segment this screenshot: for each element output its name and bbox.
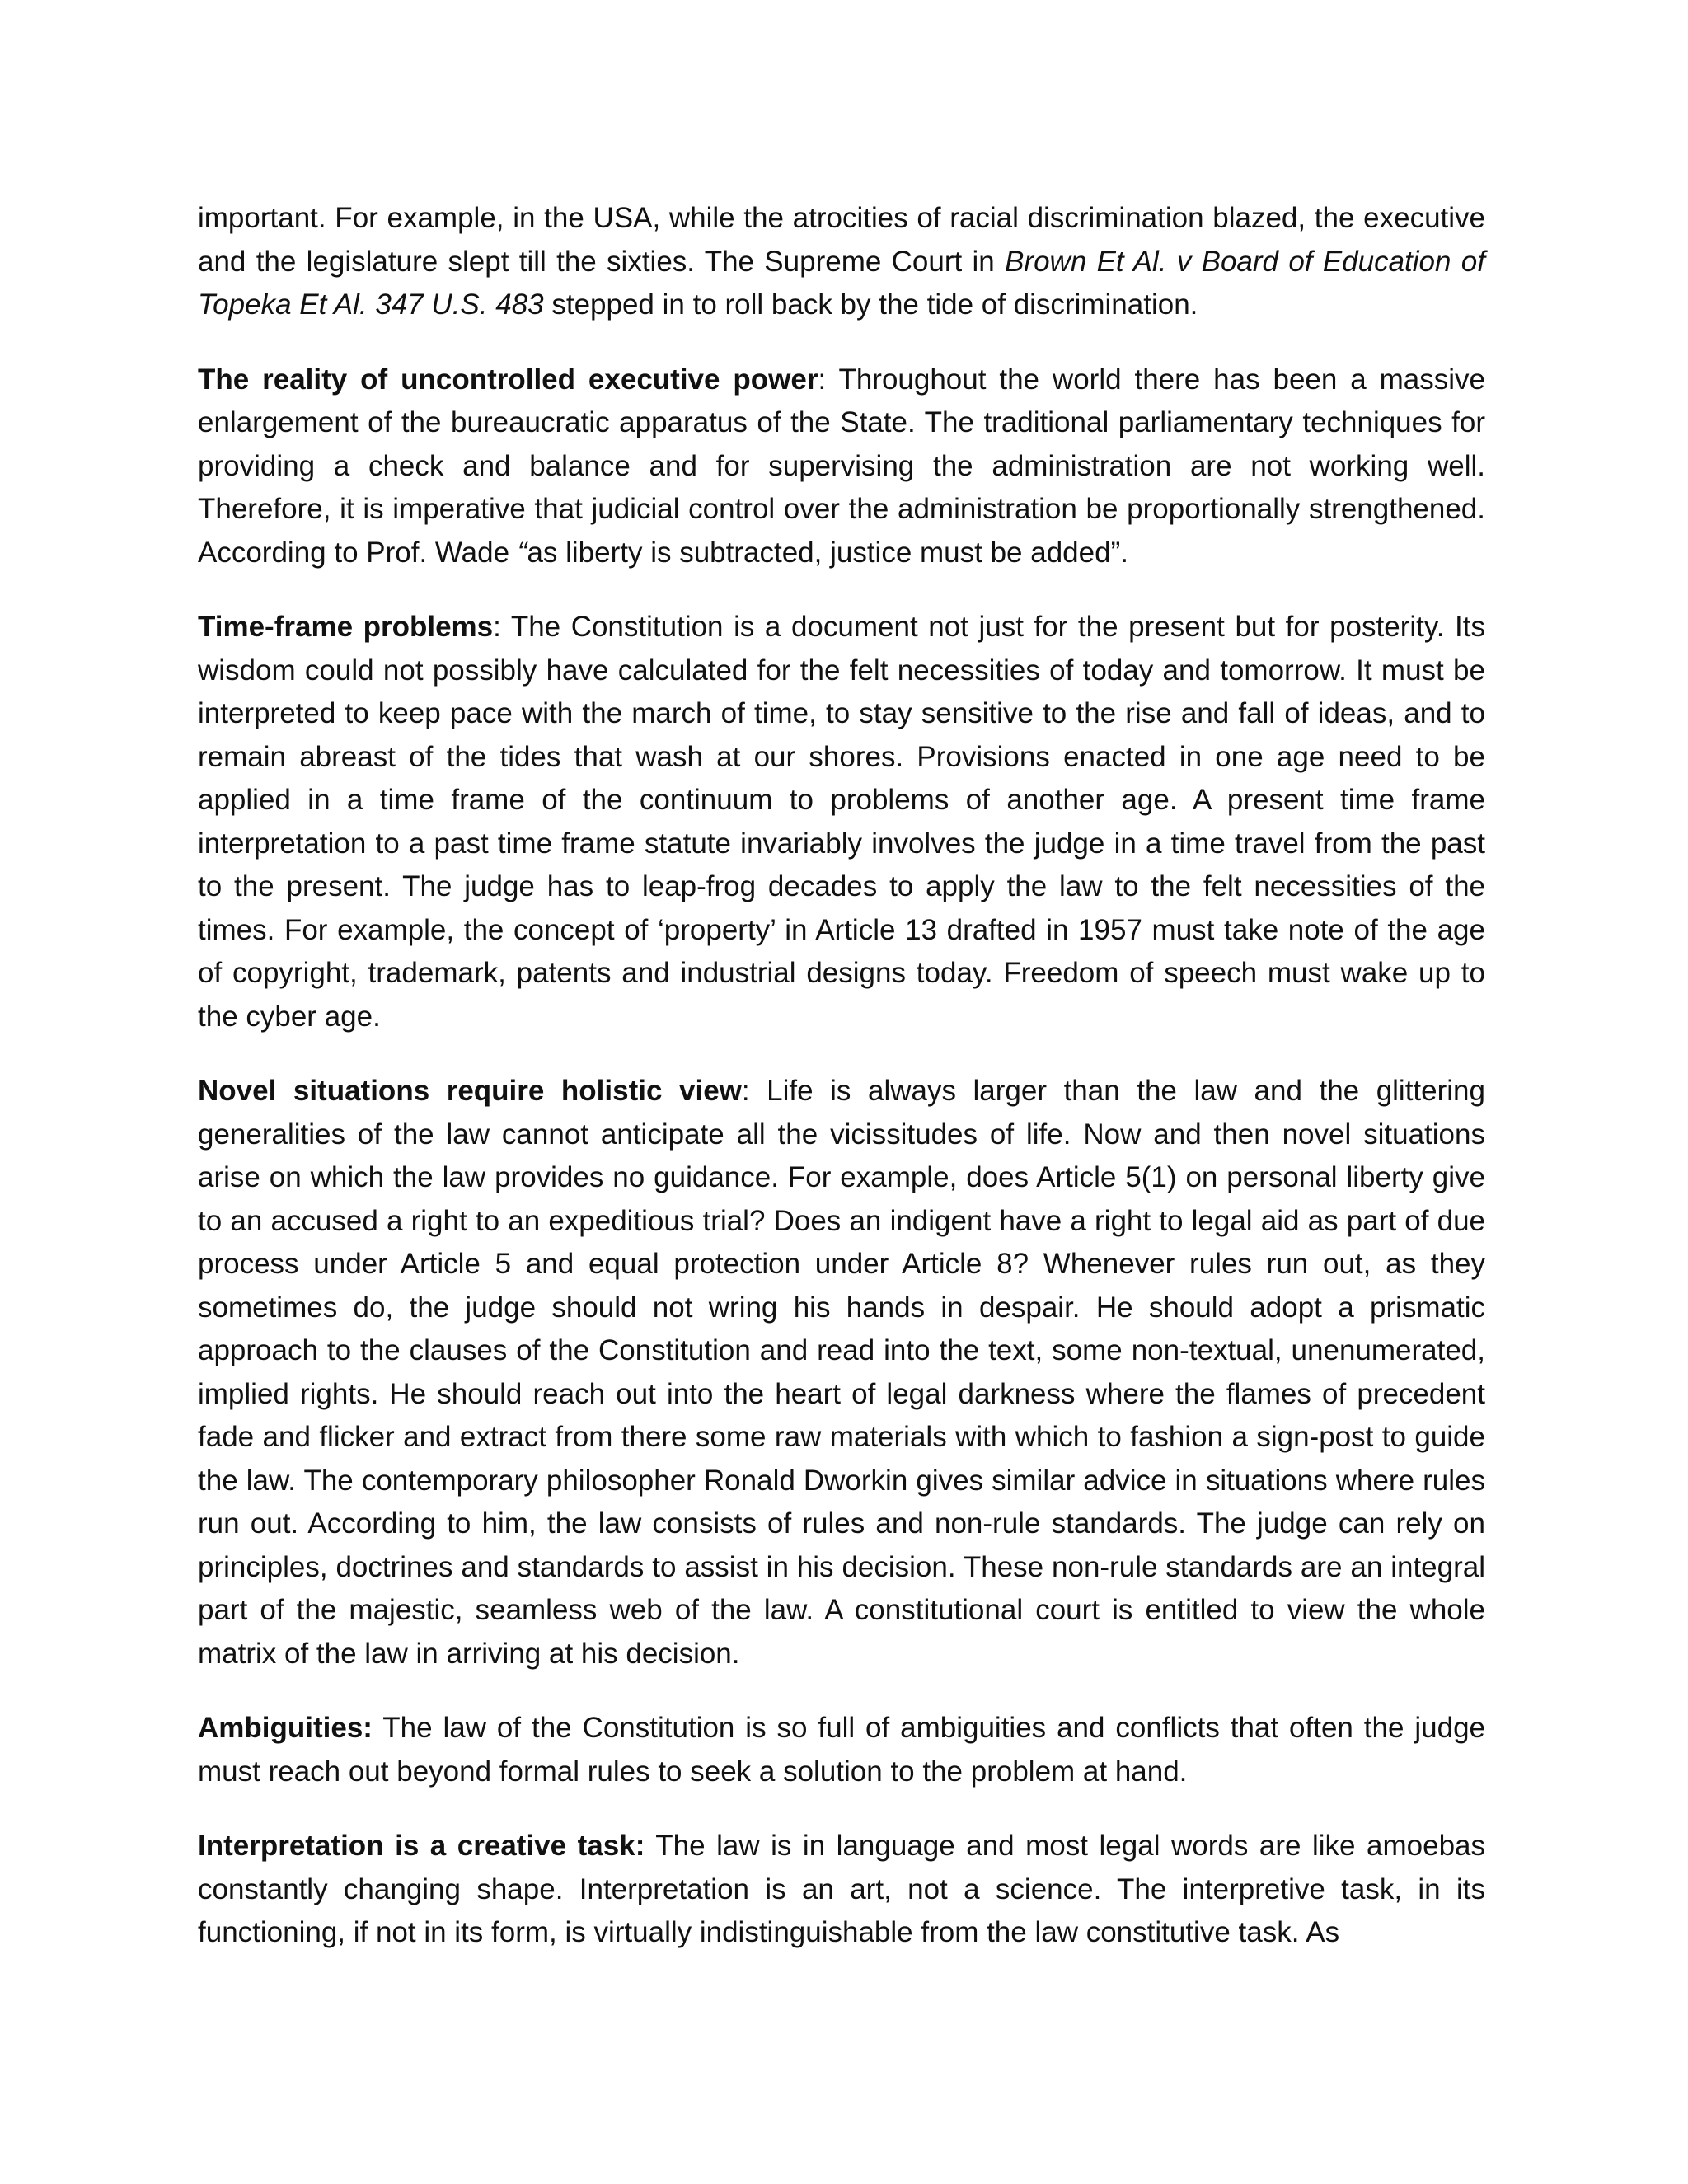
case-citation: Brown Et Al. v Board of Education of Topeka Et Al. 347 U.S. 483: [198, 245, 1485, 321]
paragraph-ambiguities: [198, 1707, 1485, 1793]
paragraph-text: The law of the Constitution is so full of ambiguities and conflicts that often the judge must reach out beyond formal rules to seek a solution to the problem at hand.: [198, 1712, 1485, 1788]
section-heading: Novel situations require holistic view: [198, 1075, 742, 1107]
section-heading: Ambiguities:: [198, 1712, 373, 1744]
paragraph-text: : Throughout the world there has been a massive enlargement of the bureaucratic apparatus of the State. The traditional parliamentary techniques for providing a check and balance and for supervising the administration are not working well. Therefore, it is imperative that judicial control over the administration be proportionally strengthened. According to Prof. Wade: [198, 363, 1485, 569]
paragraph-executive-power: [198, 359, 1485, 575]
paragraph-text: as liberty is subtracted, justice must be added”.: [527, 536, 1128, 569]
section-heading: Time-frame problems: [198, 611, 494, 643]
document-body: [198, 197, 1485, 1986]
quote-mark: “: [517, 536, 528, 569]
paragraph-text: The law is in language and most legal words are like amoebas constantly changing shape. Interpretation is an art, not a science. The interpretive task, in its functioning, if not in its form, is virtually indistinguishable from the law constitutive task. As: [198, 1830, 1486, 1948]
section-heading: Interpretation is a creative task:: [198, 1830, 645, 1862]
paragraph-text: stepped in to roll back by the tide of discrimination.: [543, 288, 1198, 321]
section-heading: The reality of uncontrolled executive power: [198, 363, 818, 396]
paragraph-time-frame: [198, 606, 1485, 1038]
paragraph-brown-v-board: [198, 197, 1485, 327]
paragraph-text: : Life is always larger than the law and the glittering generalities of the law cannot anticipate all the vicissitudes of life. Now and then novel situations arise on which the law provides no guidance. For example, does Article 5(1) on personal liberty give to an accused a right to an expeditious trial? Does an indigent have a right to legal aid as part of due process under Article 5 and equal protection under Article 8? Whenever rules run out, as they sometimes do, the judge should not wring his hands in despair. He should adopt a prismatic approach to the clauses of the Constitution and read into the text, some non-textual, unenumerated, implied rights. He should reach out into the heart of legal darkness where the flames of precedent fade and flicker and extract from there some raw materials with which to fashion a sign-post to guide the law. The contemporary philosopher Ronald Dworkin gives similar advice in situations where rules run out. According to him, the law consists of rules and non-rule standards. The judge can rely on principles, doctrines and standards to assist in his decision. These non-rule standards are an integral part of the majestic, seamless web of the law. A constitutional court is entitled to view the whole matrix of the law in arriving at his decision.: [198, 1075, 1485, 1670]
paragraph-text: : The Constitution is a document not just for the present but for posterity. Its wisdom could not possibly have calculated for the felt necessities of today and tomorrow. It must be interpreted to keep pace with the march of time, to stay sensitive to the rise and fall of ideas, and to remain abreast of the tides that wash at our shores. Provisions enacted in one age need to be applied in a time frame of the continuum to problems of another age. A present time frame interpretation to a past time frame statute invariably involves the judge in a time travel from the past to the present. The judge has to leap-frog decades to apply the law to the felt necessities of the times. For example, the concept of ‘property’ in Article 13 drafted in 1957 must take note of the age of copyright, trademark, patents and industrial designs today. Freedom of speech must wake up to the cyber age.: [198, 611, 1485, 1033]
paragraph-novel-situations: [198, 1070, 1485, 1675]
paragraph-text: important. For example, in the USA, while the atrocities of racial discrimination blazed, the executive and the legislature slept till the sixties. The Supreme Court in: [198, 202, 1485, 278]
paragraph-interpretation: [198, 1825, 1485, 1955]
